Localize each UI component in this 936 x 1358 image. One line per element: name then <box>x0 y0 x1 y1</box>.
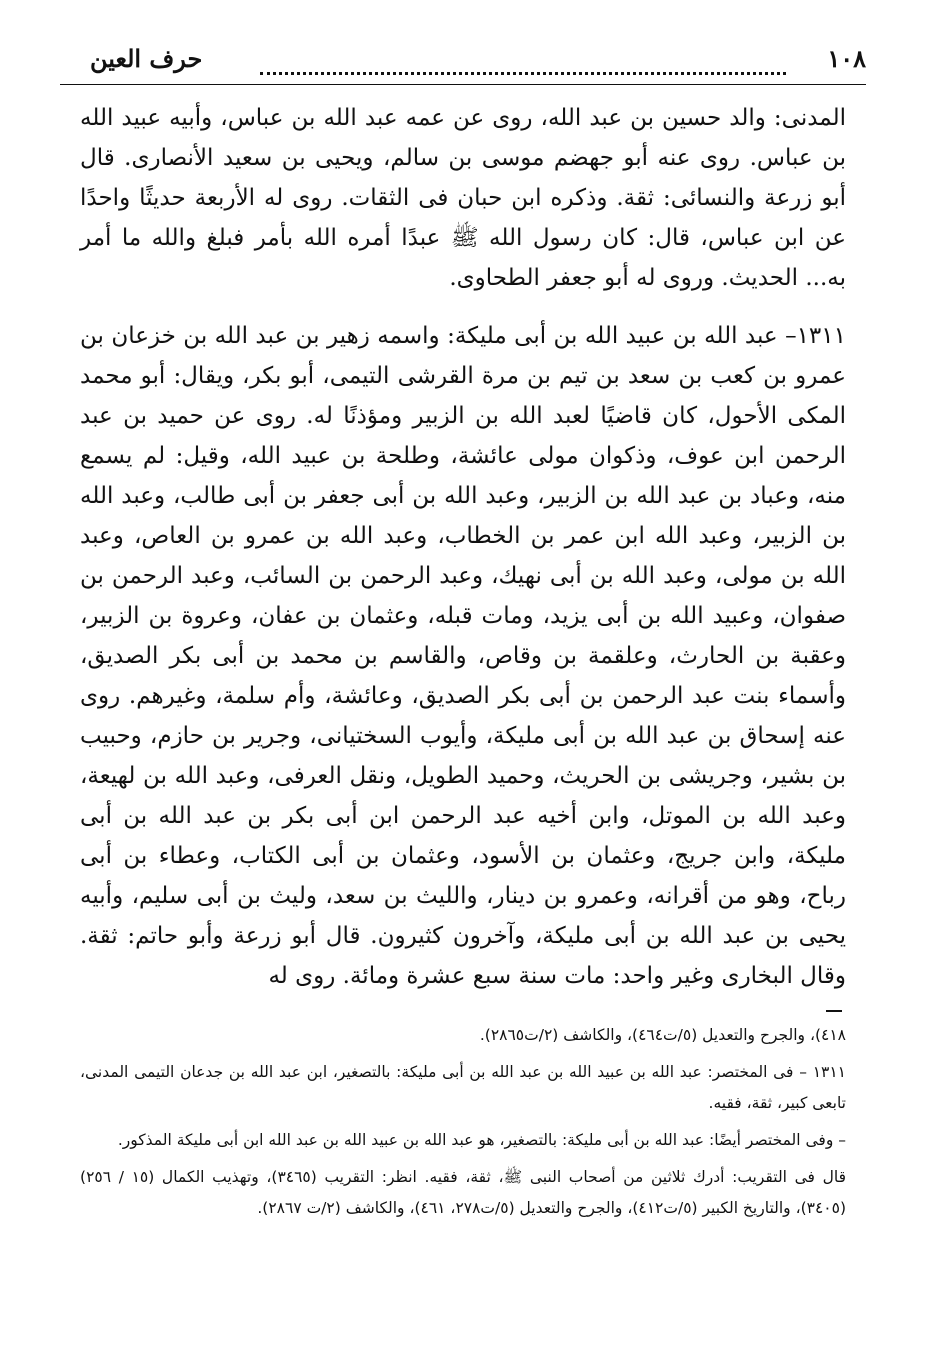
footnote: – وفى المختصر أيضًا: عبد الله بن أبى مليكة: بالتصغير، هو عبد الله بن عبيد الله بن عبد الله ابن أبى مليكة المذكور. <box>117 1131 846 1149</box>
chapter-title: حرف العين <box>90 44 203 73</box>
paragraph-entry-1311: ١٣١١– عبد الله بن عبيد الله بن أبى مليكة: واسمه زهير بن عبد الله بن خزعان بن عمرو بن كعب بن سعد بن تيم بن مرة القرشى التيمى، أبو بكر، ويقال: أبو محمد المكى الأحول، كان قاضيًا لعبد الله بن الزبير ومؤذنًا له. روى عن حميد بن عبد الرحمن ابن عوف، وذكوان مولى عائشة، وطلحة بن عبيد الله، وقيل: لم يسمع منه، وعباد بن عبد الله بن الزبير، وعبد الله بن أبى جعفر بن أبى طالب، وعبد الله بن الزبير، وعبد الله ابن عمر بن الخطاب، وعبد الله بن عمرو بن العاص، وعبد الله بن مولى، وعبد الله بن أبى نهيك، وعبد الرحمن بن السائب، وعبد الرحمن بن صفوان، وعبيد الله بن أبى يزيد، ومات قبله، وعثمان بن عفان، وعروة بن الزبير، وعقبة بن الحارث، وعلقمة بن وقاص، والقاسم بن محمد بن أبى بكر الصديق، وأسماء بنت عبد الرحمن بن أبى بكر الصديق، وعائشة، وأم سلمة، وغيرهم. روى عنه إسحاق بن عبد الله بن أبى مليكة، وأيوب السختيانى، وجرير بن حازم، وحبيب بن بشير، وجريشى بن الحريث، وحميد الطويل، ونقل العرفى، وعبد الله بن لهيعة، وعبد الله بن الموتل، وابن أخيه عبد الرحمن ابن أبى بكر بن عبد الله بن أبى مليكة، وابن جريج، وعثمان بن الأسود، وعثمان بن أبى الكتاب، وعطاء بن أبى رباح، وهو من أقرانه، وعمرو بن دينار، والليث بن سعد، وليث بن أبى سليم، وأبيه يحيى بن عبد الله بن أبى مليكة، وآخرون كثيرون. قال أبو زرعة وأبو حاتم: ثقة. وقال البخارى وغير واحد: مات سنة سبع عشرة ومائة. روى له <box>80 323 846 989</box>
running-header <box>60 44 866 84</box>
main-text <box>80 98 846 996</box>
header-dot-leader <box>260 72 786 75</box>
paragraph-continuation: المدنى: والد حسين بن عبد الله، روى عن عمه عبد الله بن عباس، وأبيه عبيد الله بن عباس. روى عنه أبو جهضم موسى بن سالم، ويحيى بن سعيد الأنصارى. قال أبو زرعة والنسائى: ثقة. وذكره ابن حبان فى الثقات. روى له الأربعة حديثًا واحدًا عن ابن عباس، قال: كان رسول الله ﷺ عبدًا أمره الله بأمر فبلغ والله ما أمر به... الحديث. وروى له أبو جعفر الطحاوى. <box>80 105 846 291</box>
footnote: قال فى التقريب: أدرك ثلاثين من أصحاب النبى ﷺ، ثقة، فقيه. انظر: التقريب (٣٤٦٥)، وتهذيب الكمال (١٥ / ٢٥٦) (٣٤٠٥)، والتاريخ الكبير (٥/ت٤١٢)، والجرح والتعديل (٥/ت٢٧٨، ٤٦١)، والكاشف (٢/ت ٢٨٦٧). <box>80 1168 847 1217</box>
footnote-separator <box>826 1010 842 1012</box>
footnote: ١٣١١ – فى المختصر: عبد الله بن عبيد الله بن عبد الله بن أبى مليكة: بالتصغير، ابن عبد الله بن جدعان التيمى المدنى، تابعى كبير، ثقة، فقيه. <box>80 1063 846 1112</box>
footnotes <box>80 1020 846 1230</box>
header-rule <box>60 84 866 85</box>
footnote: ٤١٨)، والجرح والتعديل (٥/ت٤٦٤)، والكاشف (٢/ت٢٨٦٥). <box>479 1026 846 1044</box>
page-number: ١٠٨ <box>827 44 866 73</box>
